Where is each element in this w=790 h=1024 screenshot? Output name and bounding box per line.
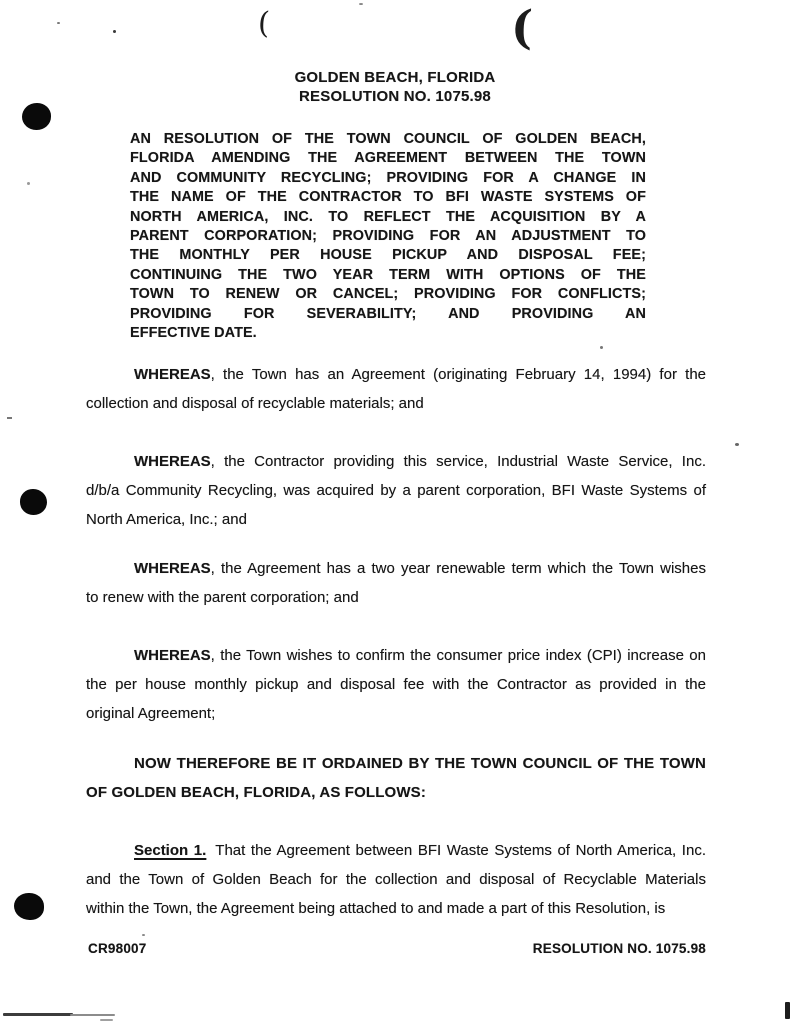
section-1-paragraph [86, 836, 706, 924]
resolution-preamble [130, 130, 646, 343]
paragraph-line: to renew with the parent corporation; and [86, 589, 359, 607]
preamble-line: THE NAME OF THE CONTRACTOR TO BFI WASTE SYSTEMS OF [130, 189, 646, 206]
paragraph-text: That the Agreement between BFI Waste Systems of North America, Inc. [215, 842, 706, 859]
scan-speck [735, 443, 739, 446]
paragraph-line: the per house monthly pickup and disposal fee with the Contractor as provided in the [86, 676, 706, 694]
preamble-line: AN RESOLUTION OF THE TOWN COUNCIL OF GOLDEN BEACH, [130, 131, 646, 147]
paragraph-text: , the Town wishes to confirm the consumer price index (CPI) increase on [210, 647, 706, 664]
whereas-keyword: WHEREAS [134, 453, 211, 470]
whereas-keyword: WHEREAS [134, 647, 211, 664]
title-line-2: RESOLUTION NO. 1075.98 [299, 87, 491, 105]
preamble-line: AND COMMUNITY RECYCLING; PROVIDING FOR A CHANGE IN [130, 169, 646, 186]
document-footer [88, 941, 706, 956]
scan-speck [7, 417, 12, 419]
paragraph-line: OF GOLDEN BEACH, FLORIDA, AS FOLLOWS: [86, 784, 426, 802]
footer-doc-number: CR98007 [88, 941, 147, 956]
scan-speck [113, 30, 116, 33]
paragraph-line [86, 447, 706, 476]
paragraph-line: North America, Inc.; and [86, 511, 247, 529]
scanner-edge-line [3, 1013, 73, 1016]
paragraph-line: d/b/a Community Recycling, was acquired by a parent corporation, BFI Waste Systems of [86, 482, 706, 500]
paragraph-text: , the Contractor providing this service, Industrial Waste Service, Inc. [210, 453, 706, 470]
hole-punch-mark [14, 893, 44, 920]
paragraph-line: collection and disposal of recyclable materials; and [86, 395, 424, 413]
preamble-line: EFFECTIVE DATE. [130, 325, 257, 342]
preamble-line: PARENT CORPORATION; PROVIDING FOR AN ADJUSTMENT TO [130, 228, 646, 245]
hole-punch-mark [20, 489, 47, 515]
hole-punch-mark [22, 103, 51, 130]
scan-speck [27, 182, 30, 185]
preamble-line: NORTH AMERICA, INC. TO REFLECT THE ACQUISITION BY A [130, 208, 646, 225]
whereas-paragraph-4 [86, 641, 706, 729]
paragraph-line: original Agreement; [86, 705, 216, 723]
whereas-paragraph-2 [86, 447, 706, 535]
pen-paren-mark: ( [257, 5, 271, 42]
paragraph-line [86, 641, 706, 670]
paragraph-line [86, 360, 706, 389]
preamble-line: THE MONTHLY PER HOUSE PICKUP AND DISPOSAL FEE; [130, 247, 646, 264]
paragraph-line: within the Town, the Agreement being attached to and made a part of this Resolution, is [86, 900, 666, 918]
footer-resolution-number: RESOLUTION NO. 1075.98 [532, 941, 706, 956]
whereas-keyword: WHEREAS [134, 366, 211, 383]
pen-paren-mark: ( [510, 0, 534, 55]
scanner-edge-mark [785, 1002, 790, 1019]
section-1-heading: Section 1. [134, 842, 207, 859]
preamble-line: PROVIDING FOR SEVERABILITY; AND PROVIDING AN [130, 305, 646, 322]
ordaining-clause [86, 749, 706, 807]
paragraph-line [86, 554, 706, 583]
scanner-edge-line [100, 1019, 113, 1021]
scan-speck [142, 934, 145, 936]
paragraph-line [86, 836, 706, 865]
preamble-line: TOWN TO RENEW OR CANCEL; PROVIDING FOR CONFLICTS; [130, 286, 646, 303]
scan-speck [57, 22, 60, 24]
preamble-line: FLORIDA AMENDING THE AGREEMENT BETWEEN THE TOWN [130, 150, 646, 167]
paragraph-text: , the Agreement has a two year renewable term which the Town wishes [210, 560, 706, 577]
scanner-edge-line [70, 1014, 115, 1016]
whereas-keyword: WHEREAS [134, 560, 211, 577]
preamble-line: CONTINUING THE TWO YEAR TERM WITH OPTIONS OF THE [130, 266, 646, 283]
scan-speck [600, 346, 603, 349]
paragraph-line: NOW THEREFORE BE IT ORDAINED BY THE TOWN COUNCIL OF THE TOWN [134, 755, 706, 772]
paragraph-line: and the Town of Golden Beach for the collection and disposal of Recyclable Materials [86, 871, 706, 889]
paragraph-text: , the Town has an Agreement (originating February 14, 1994) for the [210, 366, 706, 383]
whereas-paragraph-3 [86, 554, 706, 612]
scan-speck [359, 3, 363, 5]
title-line-1: GOLDEN BEACH, FLORIDA [294, 69, 496, 86]
document-title [0, 69, 790, 106]
whereas-paragraph-1 [86, 360, 706, 418]
